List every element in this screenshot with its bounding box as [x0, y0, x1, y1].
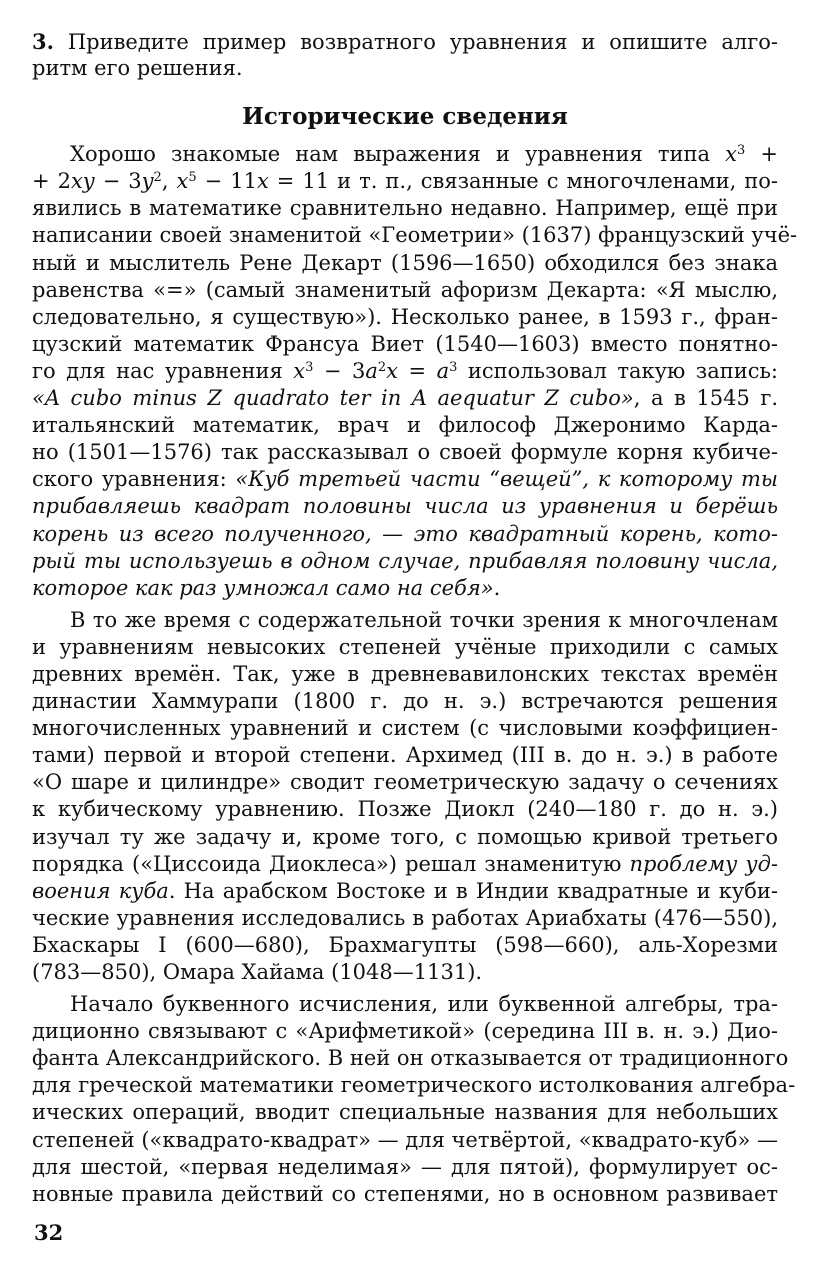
text-line: + $2xy - 3y^2$, $x^5 - 11x = 11$ и т. п., связанные с многочленами, по- [32, 169, 779, 194]
text-line: которое как раз умножал само на себя». [32, 575, 501, 600]
text-line: диционно связывают с «Арифметикой» (середина III в. н. э.) Дио- [32, 1019, 778, 1044]
page-number: 32 [34, 1220, 64, 1245]
text-line: цузский математик Франсуа Виет (1540—1603) вместо понятно- [32, 331, 778, 356]
text-line: и уравнениям невысоких степеней учёные приходили с самых [32, 634, 778, 659]
text-line: для шестой, «первая неделимая» — для пятой), формулирует ос- [32, 1154, 778, 1179]
text-line: для греческой математики геометрического истолкования алгебра- [32, 1073, 796, 1098]
text-line: многочисленных уравнений и систем (с числовыми коэффициен- [32, 716, 778, 741]
latin-quote: «A cubo minus Z quadrato ter in A aequatur Z cubo» [32, 386, 634, 411]
text-line: к кубическому уравнению. Позже Диокл (240—180 г. до н. э.) [32, 797, 778, 822]
text-line: изучал ту же задачу и, кроме того, с помощью кривой третьего [32, 824, 778, 849]
text-line: воения куба. На арабском Востоке и в Индии квадратные и куби- [32, 878, 779, 903]
question-number: 3. [32, 29, 54, 54]
question-line: 3. Приведите пример возвратного уравнения и опишите алго- [32, 29, 778, 54]
text-line: «A cubo minus Z quadrato ter in A aequatur Z cubo», а в 1545 г. [32, 386, 779, 411]
text-line: следовательно, я существую»). Несколько ранее, в 1593 г., фран- [32, 304, 778, 329]
text-line: равенства «=» (самый знаменитый афоризм Декарта: «Я мыслю, [32, 277, 778, 302]
text-line: но (1501—1576) так рассказывал о своей формуле корня кубиче- [32, 440, 778, 465]
text-line: степеней («квадрато-квадрат» — для четвёртой, «квадрато-куб» — [32, 1127, 778, 1152]
text-line: В то же время с содержательной точки зрения к многочленам [70, 607, 778, 632]
text-line: рый ты используешь в одном случае, прибавляя половину числа, [32, 548, 778, 573]
text-line: ических операций, вводит специальные названия для небольших [32, 1100, 778, 1125]
text-line: корень из всего полученного, — это квадратный корень, кото- [32, 521, 778, 546]
text-line: новные правила действий со степенями, но в основном развивает [32, 1181, 778, 1206]
text-line: фанта Александрийского. В ней он отказывается от традиционного [32, 1046, 789, 1071]
text-line: итальянский математик, врач и философ Джеронимо Карда- [32, 413, 778, 438]
question-line: ритм его решения. [32, 56, 243, 81]
text-line: написании своей знаменитой «Геометрии» (1637) французский учё- [32, 223, 798, 248]
section-heading: Исторические сведения [242, 103, 568, 131]
text-line: ный и мыслитель Рене Декарт (1596—1650) обходился без знака [32, 250, 778, 275]
text-line: порядка («Циссоида Диоклеса») решал знаменитую проблему уд- [32, 851, 778, 876]
text-line: Начало буквенного исчисления, или буквенной алгебры, тра- [70, 992, 778, 1017]
text-line: Бхаскары I (600—680), Брахмагупты (598—660), аль-Хорезми [32, 932, 778, 957]
paragraph-2 [32, 607, 778, 986]
text-line: династии Хаммурапи (1800 г. до н. э.) встречаются решения [32, 689, 778, 714]
paragraph-1 [32, 141, 798, 602]
paragraph-3 [32, 991, 796, 1208]
text-line: (783—850), Омара Хайама (1048—1131). [32, 960, 483, 984]
text-line: го для нас уравнения $x^3 - 3a^2x = a^3$ использовал такую запись: [32, 358, 779, 383]
text-line: прибавляешь квадрат половины числа из уравнения и берёшь [32, 494, 778, 519]
text-line: «О шаре и цилиндре» сводит геометрическую задачу о сечениях [32, 770, 778, 795]
text-line: явились в математике сравнительно недавно. Например, ещё при [32, 196, 778, 221]
text-line: древних времён. Так, уже в древневавилонских текстах времён [32, 661, 778, 686]
text-line: Хорошо знакомые нам выражения и уравнения типа $x^3$ + [70, 142, 778, 167]
text-line: ского уравнения: «Куб третьей части “вещей”, к которому ты [32, 467, 778, 492]
text-line: ческие уравнения исследовались в работах Ариабхаты (476—550), [32, 905, 778, 930]
text-line: тами) первой и второй степени. Архимед (III в. до н. э.) в работе [32, 743, 778, 768]
